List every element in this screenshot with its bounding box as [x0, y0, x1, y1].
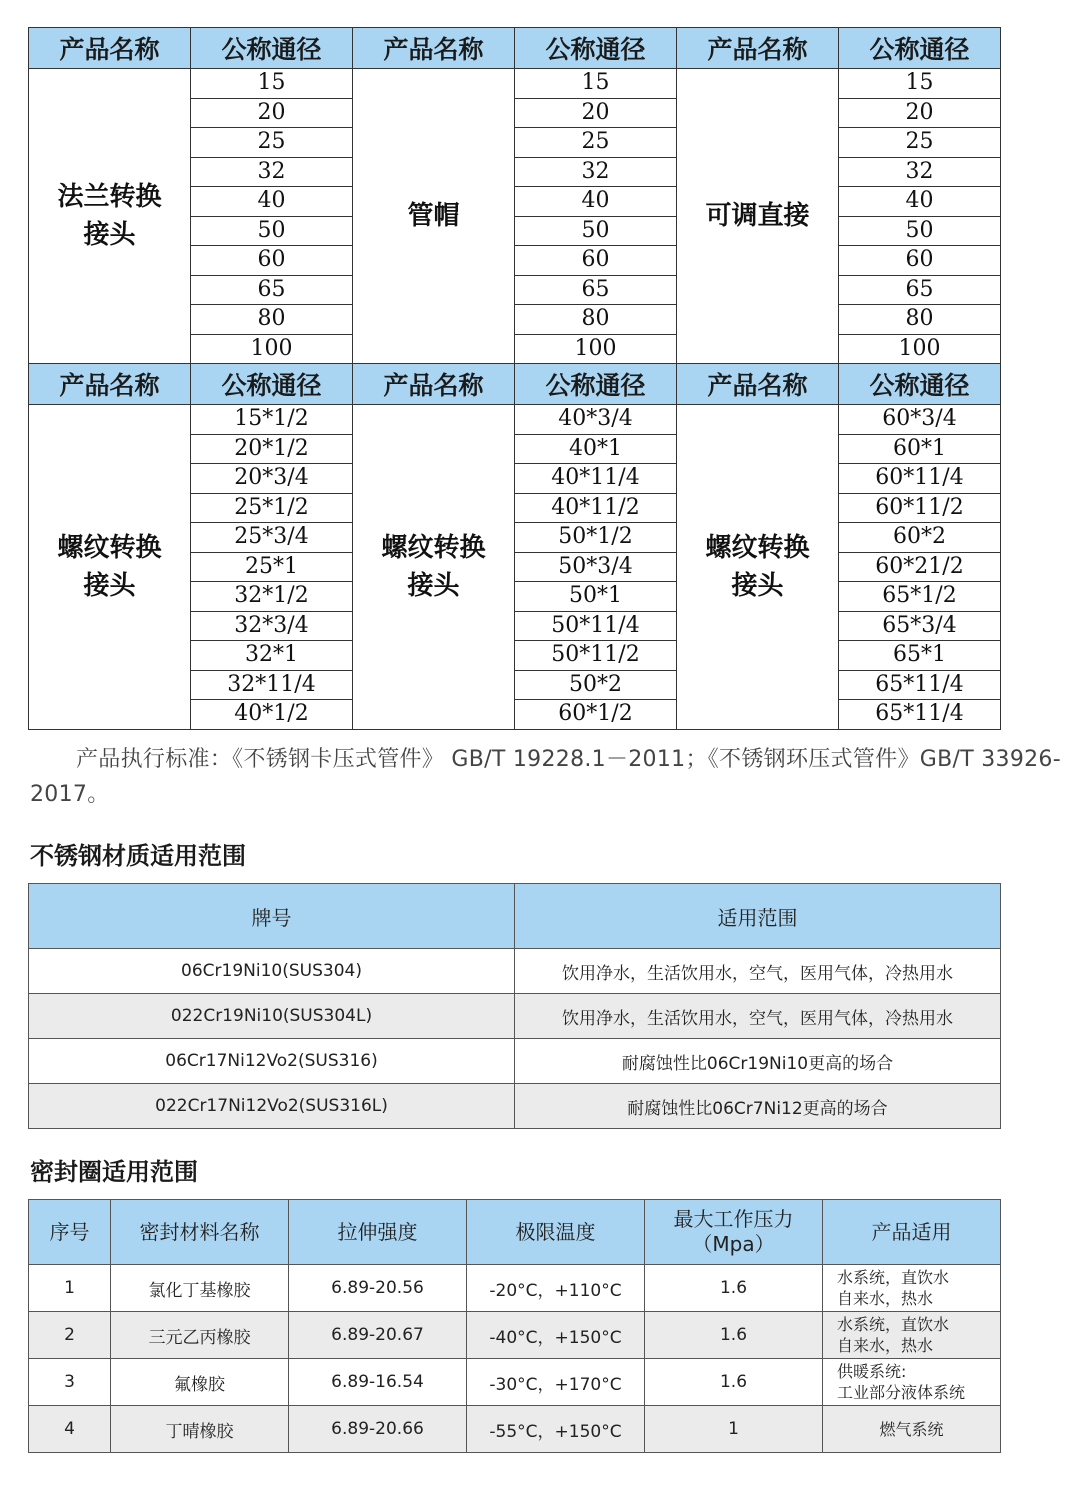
header-cell-strength: 拉伸强度: [289, 1200, 467, 1265]
seal-temp-cell: -55°C，+150°C: [467, 1406, 645, 1453]
table-row: [29, 69, 1001, 99]
header-cell-usage: 产品适用: [823, 1200, 1001, 1265]
diameter-cell: 65: [515, 275, 677, 305]
product-name-cell: 法兰转换 接头: [29, 69, 191, 364]
table-row: [29, 1039, 1001, 1084]
diameter-cell: 40: [515, 187, 677, 217]
diameter-cell: 100: [191, 334, 353, 364]
diameter-cell: 15: [515, 69, 677, 99]
seal-pressure-cell: 1.6: [645, 1312, 823, 1359]
diameter-cell: 25*1: [191, 552, 353, 582]
usage-line: 燃气系统: [879, 1419, 944, 1439]
table-row: [29, 1406, 1001, 1453]
diameter-cell: 40*11/2: [515, 493, 677, 523]
diameter-cell: 20*3/4: [191, 464, 353, 494]
diameter-cell: 60*1/2: [515, 700, 677, 730]
diameter-cell: 60: [191, 246, 353, 276]
diameter-cell: 32*1: [191, 641, 353, 671]
sizes-header-row: [29, 364, 1001, 405]
seal-pressure-cell: 1.6: [645, 1265, 823, 1312]
usage-line: 自来水，热水: [837, 1289, 934, 1308]
diameter-cell: 32: [515, 157, 677, 187]
diameter-cell: 100: [515, 334, 677, 364]
usage-line: 水系统，直饮水: [837, 1315, 950, 1334]
diameter-cell: 65*3/4: [839, 611, 1001, 641]
seals-header-row: [29, 1200, 1001, 1265]
diameter-cell: 50*3/4: [515, 552, 677, 582]
table-row: [29, 1359, 1001, 1406]
header-cell-product: 产品名称: [353, 364, 515, 405]
table-row: [29, 949, 1001, 994]
seal-pressure-cell: 1.6: [645, 1359, 823, 1406]
diameter-cell: 50: [839, 216, 1001, 246]
materials-header-row: [29, 884, 1001, 949]
diameter-cell: 65*11/4: [839, 670, 1001, 700]
materials-table: [28, 883, 1001, 1129]
diameter-cell: 20: [515, 98, 677, 128]
diameter-cell: 32: [839, 157, 1001, 187]
diameter-cell: 50: [515, 216, 677, 246]
diameter-cell: 60*3/4: [839, 405, 1001, 435]
scope-cell: 饮用净水，生活饮用水，空气，医用气体，冷热用水: [515, 994, 1001, 1039]
seal-material-cell: 三元乙丙橡胶: [111, 1312, 289, 1359]
diameter-cell: 60: [839, 246, 1001, 276]
grade-cell: 06Cr19Ni10(SUS304): [29, 949, 515, 994]
standards-note: 产品执行标准：《不锈钢卡压式管件》 GB/T 19228.1－2011；《不锈钢环压式管件》GB/T 33926-2017。: [30, 747, 1061, 807]
header-cell-scope: 适用范围: [515, 884, 1001, 949]
table-row: [29, 405, 1001, 435]
grade-cell: 06Cr17Ni12Vo2(SUS316): [29, 1039, 515, 1084]
product-name-cell: 可调直接: [677, 69, 839, 364]
seal-material-cell: 氟橡胶: [111, 1359, 289, 1406]
seal-pressure-cell: 1: [645, 1406, 823, 1453]
diameter-cell: 25: [515, 128, 677, 158]
header-cell-product: 产品名称: [29, 28, 191, 69]
diameter-cell: 60*2: [839, 523, 1001, 553]
header-cell-diameter: 公称通径: [839, 364, 1001, 405]
table-row: [29, 994, 1001, 1039]
diameter-cell: 32*1/2: [191, 582, 353, 612]
diameter-cell: 80: [839, 305, 1001, 335]
diameter-cell: 50: [191, 216, 353, 246]
diameter-cell: 40*3/4: [515, 405, 677, 435]
seal-temp-cell: -20°C，+110°C: [467, 1265, 645, 1312]
diameter-cell: 15*1/2: [191, 405, 353, 435]
seal-usage-cell: [823, 1406, 1001, 1453]
seal-material-cell: 氯化丁基橡胶: [111, 1265, 289, 1312]
diameter-cell: 65*1: [839, 641, 1001, 671]
product-name-cell: 管帽: [353, 69, 515, 364]
diameter-cell: 32*3/4: [191, 611, 353, 641]
diameter-cell: 100: [839, 334, 1001, 364]
header-cell-temp: 极限温度: [467, 1200, 645, 1265]
seal-material-cell: 丁晴橡胶: [111, 1406, 289, 1453]
diameter-cell: 50*11/2: [515, 641, 677, 671]
diameter-cell: 50*1/2: [515, 523, 677, 553]
usage-line: 自来水，热水: [837, 1336, 934, 1355]
header-cell-diameter: 公称通径: [839, 28, 1001, 69]
diameter-cell: 50*2: [515, 670, 677, 700]
diameter-cell: 60*11/4: [839, 464, 1001, 494]
diameter-cell: 20*1/2: [191, 434, 353, 464]
usage-line: 工业部分液体系统: [837, 1383, 966, 1402]
seals-table: [28, 1199, 1001, 1453]
table-row: [29, 1084, 1001, 1129]
header-cell-product: 产品名称: [353, 28, 515, 69]
seal-strength-cell: 6.89-20.56: [289, 1265, 467, 1312]
diameter-cell: 65: [191, 275, 353, 305]
diameter-cell: 60*1: [839, 434, 1001, 464]
grade-cell: 022Cr19Ni10(SUS304L): [29, 994, 515, 1039]
diameter-cell: 40: [191, 187, 353, 217]
seal-strength-cell: 6.89-20.67: [289, 1312, 467, 1359]
seal-temp-cell: -30°C，+170°C: [467, 1359, 645, 1406]
sizes-table: [28, 27, 1001, 730]
diameter-cell: 15: [839, 69, 1001, 99]
diameter-cell: 40*1: [515, 434, 677, 464]
header-cell-material: 密封材料名称: [111, 1200, 289, 1265]
seal-no-cell: 3: [29, 1359, 111, 1406]
diameter-cell: 40*1/2: [191, 700, 353, 730]
diameter-cell: 80: [515, 305, 677, 335]
sizes-header-row: [29, 28, 1001, 69]
diameter-cell: 20: [839, 98, 1001, 128]
grade-cell: 022Cr17Ni12Vo2(SUS316L): [29, 1084, 515, 1129]
diameter-cell: 32*11/4: [191, 670, 353, 700]
diameter-cell: 40: [839, 187, 1001, 217]
product-name-cell: 螺纹转换 接头: [29, 405, 191, 730]
seal-no-cell: 4: [29, 1406, 111, 1453]
seal-no-cell: 1: [29, 1265, 111, 1312]
header-cell-diameter: 公称通径: [515, 364, 677, 405]
product-name-cell: 螺纹转换 接头: [677, 405, 839, 730]
header-cell-grade: 牌号: [29, 884, 515, 949]
seal-usage-cell: [823, 1265, 1001, 1312]
header-cell-product: 产品名称: [677, 28, 839, 69]
scope-cell: 饮用净水，生活饮用水，空气，医用气体，冷热用水: [515, 949, 1001, 994]
diameter-cell: 80: [191, 305, 353, 335]
diameter-cell: 50*11/4: [515, 611, 677, 641]
diameter-cell: 20: [191, 98, 353, 128]
table-row: [29, 1265, 1001, 1312]
scope-cell: 耐腐蚀性比06Cr7Ni12更高的场合: [515, 1084, 1001, 1129]
diameter-cell: 50*1: [515, 582, 677, 612]
seal-strength-cell: 6.89-20.66: [289, 1406, 467, 1453]
seal-temp-cell: -40°C，+150°C: [467, 1312, 645, 1359]
seals-section-title: 密封圈适用范围: [30, 1158, 198, 1186]
header-cell-pressure: 最大工作压力 （Mpa）: [645, 1200, 823, 1265]
scope-cell: 耐腐蚀性比06Cr19Ni10更高的场合: [515, 1039, 1001, 1084]
diameter-cell: 60*11/2: [839, 493, 1001, 523]
seal-usage-cell: [823, 1312, 1001, 1359]
seal-usage-cell: [823, 1359, 1001, 1406]
seal-no-cell: 2: [29, 1312, 111, 1359]
diameter-cell: 25: [191, 128, 353, 158]
diameter-cell: 25*3/4: [191, 523, 353, 553]
diameter-cell: 60: [515, 246, 677, 276]
header-cell-diameter: 公称通径: [191, 28, 353, 69]
diameter-cell: 32: [191, 157, 353, 187]
usage-line: 供暖系统:: [837, 1362, 907, 1381]
header-cell-product: 产品名称: [29, 364, 191, 405]
diameter-cell: 25: [839, 128, 1001, 158]
usage-line: 水系统，直饮水: [837, 1268, 950, 1287]
product-name-cell: 螺纹转换 接头: [353, 405, 515, 730]
diameter-cell: 25*1/2: [191, 493, 353, 523]
diameter-cell: 65*11/4: [839, 700, 1001, 730]
diameter-cell: 40*11/4: [515, 464, 677, 494]
diameter-cell: 65*1/2: [839, 582, 1001, 612]
materials-section-title: 不锈钢材质适用范围: [30, 842, 246, 870]
diameter-cell: 15: [191, 69, 353, 99]
seal-strength-cell: 6.89-16.54: [289, 1359, 467, 1406]
header-cell-product: 产品名称: [677, 364, 839, 405]
header-cell-diameter: 公称通径: [191, 364, 353, 405]
header-cell-diameter: 公称通径: [515, 28, 677, 69]
diameter-cell: 60*21/2: [839, 552, 1001, 582]
header-cell-no: 序号: [29, 1200, 111, 1265]
table-row: [29, 1312, 1001, 1359]
diameter-cell: 65: [839, 275, 1001, 305]
